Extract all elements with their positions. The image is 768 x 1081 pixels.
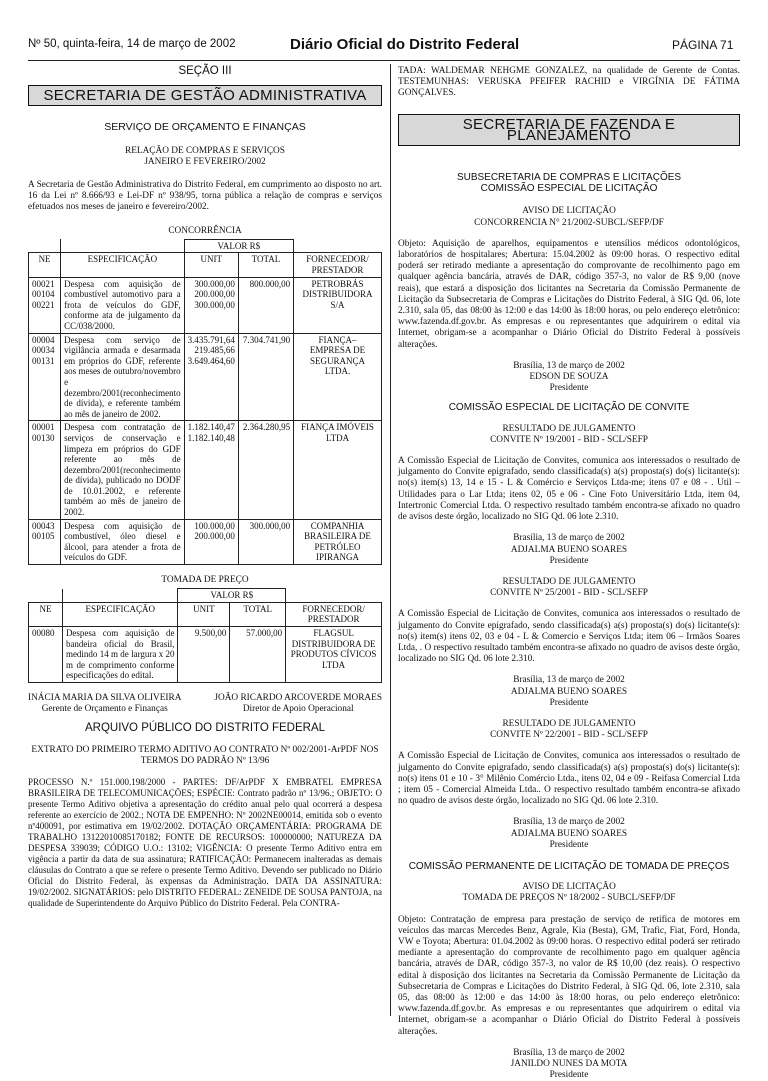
- supplier-cell: COMPANHIA BRASILEIRA DE PETRÓLEO IPIRANGA: [294, 519, 382, 564]
- res3-place-date: Brasília, 13 de março de 2002: [513, 817, 625, 828]
- permanent-commission-title: COMISSÃO PERMANENTE DE LICITAÇÃO DE TOMADA DE PREÇOS: [408, 860, 730, 872]
- table-row: [29, 333, 382, 421]
- ne-header: NE: [29, 602, 63, 626]
- signature-2: [214, 693, 382, 715]
- supplier-cell: PETROBRÁS DISTRIBUIDORA S/A: [294, 277, 382, 333]
- total-cell: 300.000,00: [238, 519, 293, 564]
- res1-body: A Comissão Especial de Licitação de Convites, comunica aos interessados o resultado de julgamento do Convite epigrafado, sendo classificada(s) a(s) proposta(s) do(s) licitante(s): no(s) item(s) 13, 14 e 15 - L & Comércio e Serviços Ltda-me; itens 07 e 08 - . Util – Utilidades para o Lar Ltda; itens 02, 05 e 06 - Cine Foto Universitário Ltda, item 04, Intertronic Comercial Ltda. O respectivo resultado também encontra-se afixado no quadro de avisos deste órgão, localizado no SIG Qd. 06 lote 2.310.: [398, 456, 740, 523]
- ne-cell: 00004 00034 00131: [29, 333, 61, 421]
- spec-cell: Despesa com aquisição de combustível automotivo para a frota de veículos do GDF, conforme ata de julgamento da CC/038/2000.: [61, 277, 184, 333]
- aviso1-title: AVISO DE LICITAÇÃO: [522, 206, 616, 217]
- service-title: SERVIÇO DE ORÇAMENTO E FINANÇAS: [104, 121, 306, 134]
- header-rule: [28, 60, 740, 61]
- signature-block: [28, 693, 382, 715]
- res2-title: RESULTADO DE JULGAMENTO: [502, 576, 636, 587]
- signature-role: Gerente de Orçamento e Finanças: [41, 704, 168, 715]
- unit-cell: 3.435.791,64 219.485,66 3.649.464,60: [184, 333, 238, 421]
- signature-name: INÁCIA MARIA DA SILVA OLIVEIRA: [28, 693, 182, 703]
- table-header-row: [29, 253, 382, 277]
- table-header-row: [29, 589, 382, 603]
- res1-role: Presidente: [549, 555, 589, 566]
- aviso1-subtitle: CONCORRENCIA N° 21/2002-SUBCL/SEFP/DF: [474, 217, 664, 228]
- total-cell: 57.000,00: [230, 627, 286, 683]
- extract-title: EXTRATO DO PRIMEIRO TERMO ADITIVO AO CONTRATO Nº 002/2001-ArPDF NOS TERMOS DO PADRÃO Nº 13/96: [31, 744, 379, 766]
- supplier-cell: FIANÇA IMÓVEIS LTDA: [294, 421, 382, 519]
- supplier-cell: FIANÇA– EMPRESA DE SEGURANÇA LTDA.: [294, 333, 382, 421]
- table1-caption: CONCORRÊNCIA: [168, 225, 242, 236]
- table-row: [29, 519, 382, 564]
- total-header: TOTAL: [238, 253, 293, 277]
- aviso1-signer: EDSON DE SOUZA: [529, 372, 609, 383]
- res2-subtitle: CONVITE Nº 25/2001 - BID - SCL/SEFP: [490, 588, 648, 599]
- aviso2-signer: JANILDO NUNES DA MOTA: [510, 1059, 628, 1070]
- intro-paragraph: A Secretaria de Gestão Administrativa do Distrito Federal, em cumprimento ao disposto no art. 16 da Lei nº 8.666/93 e Lei-DF nº 938/95, torna pública a relação de compras e serviços efetuados nos meses de janeiro e fevereiro/2002.: [28, 180, 382, 213]
- spec-cell: Despesa com serviço de vigilância armada e desarmada em próprios do GDF, referente aos meses de outubro/novembro e dezembro/2001(reconhecimento de dívida), e referente também ao mês de janeiro de 2002.: [61, 333, 184, 421]
- tomada-preco-table: [28, 588, 382, 683]
- res3-title: RESULTADO DE JULGAMENTO: [502, 718, 636, 729]
- aviso2-place-date: Brasília, 13 de março de 2002: [513, 1047, 625, 1058]
- res1-signer: ADJALMA BUENO SOARES: [510, 544, 628, 555]
- page-number: PÁGINA 71: [672, 38, 734, 52]
- res1-subtitle: CONVITE Nº 19/2001 - BID - SCL/SEFP: [490, 434, 648, 445]
- relation-title: RELAÇÃO DE COMPRAS E SERVIÇOS: [125, 145, 285, 156]
- archive-title: ARQUIVO PÚBLICO DO DISTRITO FEDERAL: [84, 722, 326, 735]
- spec-cell: Despesa com contratação de serviços de conservação e limpeza em próprios do GDF referente ao mês de dezembro/2001(reconhecimento de dívida), publicado no DODF de 10.01.2002, e referente também ao mês de janeiro de 2002.: [61, 421, 184, 519]
- valor-header: VALOR R$: [178, 589, 286, 603]
- table-row: [29, 627, 382, 683]
- res3-body: A Comissão Especial de Licitação de Convites, comunica aos interessados o resultado de julgamento do Convite epigrafado, sendo classificada(s) a(s) proposta(s) do(s) licitante(s): no(s) itens 01 e 10 - 3° Milênio Comércio Ltda., itens 02, 04 e 09 - Reifasa Comercial Ltda ; item 05 - Comercial Almeida Ltda.. O respectivo resultado também encontra-se afixado no quadro de avisos deste órgão, localizado no SIG Qd. 06 lote 2.310.: [398, 751, 740, 807]
- section-label: SEÇÃO III: [178, 65, 232, 77]
- commission-title: COMISSÃO ESPECIAL DE LICITAÇÃO: [480, 183, 658, 195]
- aviso1-place-date: Brasília, 13 de março de 2002: [513, 360, 625, 371]
- spec-cell: Despesa com aquisição de combustível, óleo diesel e álcool, para atender a frota de veículos do GDF.: [61, 519, 184, 564]
- convite-commission-title: COMISSÃO ESPECIAL DE LICITAÇÃO DE CONVITE: [448, 402, 690, 414]
- table2-caption: TOMADA DE PREÇO: [161, 575, 249, 586]
- table-header-row: [29, 239, 382, 253]
- relation-period: JANEIRO E FEVEREIRO/2002: [144, 156, 266, 167]
- supplier-header: FORNECEDOR/ PRESTADOR: [294, 253, 382, 277]
- aviso2-subtitle: TOMADA DE PREÇOS Nº 18/2002 - SUBCL/SEFP/DF: [462, 893, 676, 904]
- res1-place-date: Brasília, 13 de março de 2002: [513, 533, 625, 544]
- unit-cell: 100.000,00 200.000,00: [184, 519, 238, 564]
- res2-body: A Comissão Especial de Licitação de Convites, comunica aos interessados o resultado de julgamento do Convite epigrafado, sendo classificada(s) a(s) proposta(s) do(s) licitante(s): no(s) item(s) itens 02, 03 e 04 - L & Comercio e Serviços Ltda; item 06 – Irmãos Soares Ltda, . O respectivo resultado também encontra-se afixado no quadro de avisos deste órgão, localizado no SIG Qd. 06 lote 2.310.: [398, 609, 740, 665]
- table-row: [29, 277, 382, 333]
- unit-cell: 1.182.140,47 1.182.140,48: [184, 421, 238, 519]
- unit-header: UNIT: [184, 253, 238, 277]
- supplier-header: FORNECEDOR/ PRESTADOR: [286, 602, 382, 626]
- continuation-text: TADA: WALDEMAR NEHGME GONZALEZ, na qualidade de Gerente de Contas. TESTEMUNHAS: VERUSKA PFEIFER RACHID e VIRGÍNIA DE FÁTIMA GONÇALVES.: [398, 66, 740, 99]
- concorrencia-table: [28, 239, 382, 565]
- page-header: [0, 0, 768, 62]
- table-header-row: [29, 602, 382, 626]
- subsecretaria-title: SUBSECRETARIA DE COMPRAS E LICITAÇÕES: [456, 172, 682, 184]
- aviso2-title: AVISO DE LICITAÇÃO: [522, 882, 616, 893]
- res3-role: Presidente: [549, 839, 589, 850]
- total-cell: 800.000,00: [238, 277, 293, 333]
- fazenda-banner: SECRETARIA DE FAZENDA E PLANEJAMENTO: [398, 114, 740, 146]
- ne-cell: 00043 00105: [29, 519, 61, 564]
- column-divider: [390, 64, 391, 1016]
- aviso2-body: Objeto: Contratação de empresa para prestação de serviço de retífica de motores em veículos das marcas Mercedes Benz, Agrale, Kia (Besta), GM, Trafic, Fiat, Ford, Honda, VW e Toyota; Abertura: 01.04.2002 às 09:00 horas. O respectivo edital poderá ser retirado mediante a apresentação do comprovante de recolhimento pago em qualquer agência bancária, através de DAR, código 357-3, no valor de R$ 10,00 (dez reais). O respectivo edital à disposição dos licitantes na Secretaria da Comissão Permanente de Licitação da Subsecretaria de Compras e Licitações do Distrito Federal, à SIG Qd. 06, lote 2.310, sala 05, das 08:00 às 12:00 e das 14:00 às 18:00 horas, ou pelo endereço eletrônico: www.fazenda.df.gov.br. As empresas e ou representantes que adquirirem o edital via Internet, obrigam-se a acompanhar o Diário Oficial do Distrito Federal à possíveis alterações.: [398, 914, 740, 1037]
- ne-header: NE: [29, 253, 61, 277]
- aviso1-body: Objeto: Aquisição de aparelhos, equipamentos e utensílios médicos odontológicos, laboratórios de hospitalares; Abertura: 15.04.2002 às 09:00 horas. O respectivo edital poderá ser retirado mediante a apresentação do comprovante de recolhimento pago em qualquer agência bancária, através de DAR, código 357-3, no valor de R$ 9,00 (nove reais), que estará a disposição dos licitantes na Secretaria da Comissão Permanente de Licitação da Subsecretaria de Compras e Licitações do Distrito Federal, à SIG Qd. 06, lote 2.310, sala 05, das 08:00 às 12:00 e das 14:00 às 18:00 horas, ou pelo endereço eletrônico: www.fazenda.df.gov.br. As empresas e ou representantes que adquirirem o edital via Internet, obrigam-se a acompanhar o Diário Oficial do Distrito Federal à possíveis alterações.: [398, 238, 740, 350]
- spec-header: ESPECIFICAÇÃO: [62, 602, 178, 626]
- res1-title: RESULTADO DE JULGAMENTO: [502, 423, 636, 434]
- ne-cell: 00080: [29, 627, 63, 683]
- signature-name: JOÃO RICARDO ARCOVERDE MORAES: [214, 693, 382, 703]
- res2-signer: ADJALMA BUENO SOARES: [510, 686, 628, 697]
- unit-cell: 9.500,00: [178, 627, 230, 683]
- res2-place-date: Brasília, 13 de março de 2002: [513, 675, 625, 686]
- spec-header: ESPECIFICAÇÃO: [61, 253, 184, 277]
- newspaper-title: Diário Oficial do Distrito Federal: [290, 36, 520, 53]
- signature-1: [28, 693, 181, 715]
- left-column: [28, 66, 382, 909]
- res3-signer: ADJALMA BUENO SOARES: [510, 828, 628, 839]
- ne-cell: 00001 00130: [29, 421, 61, 519]
- extract-body: PROCESSO N.º 151.000.198/2000 - PARTES: DF/ArPDF X EMBRATEL EMPRESA BRASILEIRA DE TELECOMUNICAÇÕES; ESPÉCIE: Contrato padrão nº 13/96.; OBJETO: O presente Termo Aditivo objetiva a apresentação do crédito anual pelo qual ocorrerá a despesa referente ao exercício de 2002.; NOTA DE EMPENHO: Nº 2002NE00014, emitida sob o evento nº400091, por estimativa em 19/02/2002. DOTAÇÃO ORÇAMENTÁRIA: PROGRAMA DE TRABALHO 13122010085170182; FONTE DE RECURSOS: 100000000; NATUREZA DA DESPESA 339039; CÓDIGO U.O.: 13102; VIGÊNCIA: O presente Termo Aditivo entra em vigência a partir da data de sua assinatura; RATIFICAÇÃO: Permanecem inalteradas as demais cláusulas do Contrato a que se refere o presente Termo Aditivo. Devendo ser publicado no Diário Oficial do Distrito Federal, às expensas da Administração. DATA DA ASSINATURA: 19/02/2002. SIGNATÁRIOS: pelo DISTRITO FEDERAL: ZENEIDE DE SOUSA PANTOJA, na qualidade de Superintendente do Arquivo Público do Distrito Federal. Pela CONTRA-: [28, 777, 382, 909]
- unit-cell: 300.000,00 200.000,00 300.000,00: [184, 277, 238, 333]
- valor-header: VALOR R$: [184, 239, 294, 253]
- gestao-banner: SECRETARIA DE GESTÃO ADMINISTRATIVA: [28, 85, 382, 106]
- aviso1-role: Presidente: [549, 383, 589, 394]
- spec-cell: Despesa com aquisição de bandeira oficial do Brasil, medindo 14 m de largura x 20 m de comprimento conforme especificações do edital.: [62, 627, 178, 683]
- signature-role: Diretor de Apoio Operacional: [242, 704, 354, 715]
- res3-subtitle: CONVITE Nº 22/2001 - BID - SCL/SEFP: [490, 730, 648, 741]
- supplier-cell: FLAGSUL DISTRIBUIDORA DE PRODUTOS CÍVICOS LTDA: [286, 627, 382, 683]
- right-column: [398, 66, 740, 1081]
- total-cell: 7.304.741,90: [238, 333, 293, 421]
- total-header: TOTAL: [230, 602, 286, 626]
- ne-cell: 00021 00104 00221: [29, 277, 61, 333]
- aviso2-role: Presidente: [549, 1070, 589, 1081]
- total-cell: 2.364.280,95: [238, 421, 293, 519]
- table-row: [29, 421, 382, 519]
- unit-header: UNIT: [178, 602, 230, 626]
- issue-info: Nº 50, quinta-feira, 14 de março de 2002: [28, 38, 236, 50]
- res2-role: Presidente: [549, 697, 589, 708]
